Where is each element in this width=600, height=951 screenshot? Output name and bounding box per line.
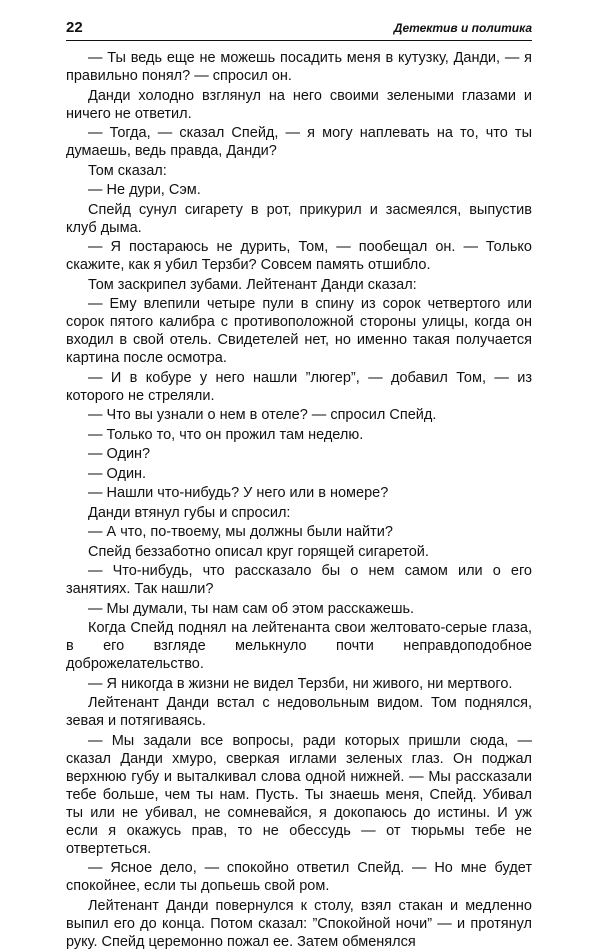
paragraph: — Не дури, Сэм.: [88, 182, 201, 198]
paragraph: — Нашли что-нибудь? У него или в номере?: [88, 485, 389, 501]
page-header: [66, 18, 532, 41]
paragraph: Том сказал:: [88, 162, 167, 179]
paragraph: — Один?: [88, 446, 151, 462]
running-title: Детектив и политика: [393, 21, 532, 35]
paragraph: Когда Спейд поднял на лейтенанта свои желтовато-серые глаза, в его взгляде мелькнуло почти неправдоподобное доброжелательство.: [66, 620, 532, 672]
body-text: [66, 49, 532, 951]
paragraph: — Что-нибудь, что рассказало бы о нем самом или о его занятиях. Так нашли?: [66, 563, 532, 597]
paragraph: Лейтенант Данди повернулся к столу, взял стакан и медленно выпил его до конца. Потом сказал: ”Спокойной ночи” — и протянул руку. Спейд церемонно пожал ее. Затем обменялся: [66, 897, 532, 950]
paragraph: — Ясное дело, — спокойно ответил Спейд. — Но мне будет спокойнее, если ты допьешь свой ром.: [66, 860, 532, 894]
paragraph: — И в кобуре у него нашли ”люгер”, — добавил Том, — из которого не стреляли.: [66, 369, 532, 404]
paragraph: — Ему влепили четыре пули в спину из сорок четвертого или сорок пятого калибра с противоположной стороны улицы, когда он входил в свой отель. Свидетелей нет, но именно такая получается картина после осмотра.: [66, 296, 532, 366]
paragraph: Данди холодно взглянул на него своими зелеными глазами и ничего не ответил.: [66, 87, 532, 122]
paragraph: Лейтенант Данди встал с недовольным видом. Том поднялся, зевая и потягиваясь.: [66, 695, 532, 729]
paragraph: — Мы думали, ты нам сам об этом расскажешь.: [88, 600, 415, 617]
paragraph: — Я постараюсь не дурить, Том, — пообещал он. — Только скажите, как я убил Терзби? Совсем память отшибло.: [66, 239, 532, 273]
book-page: [66, 18, 532, 950]
paragraph: — Только то, что он прожил там неделю.: [88, 426, 364, 443]
paragraph: — Что вы узнали о нем в отеле? — спросил Спейд.: [88, 407, 437, 423]
paragraph: — Один.: [88, 465, 147, 482]
paragraph: — Мы задали все вопросы, ради которых пришли сюда, — сказал Данди хмуро, сверкая иглами зеленых глаз. Он поджал верхнюю губу и выталкивал слова одной нижней. — Мы рассказали тебе больше, чем ты нам. Пусть. Ты знаешь меня, Спейд. Убивал ты или не убивал, не сомневайся, я докопаюсь до истины. И уж если я окажусь прав, то не обессудь — от тюрьмы тебе не отвертеться.: [66, 732, 532, 857]
paragraph: — Ты ведь еще не можешь посадить меня в кутузку, Данди, — я правильно понял? — спросил он.: [66, 50, 532, 84]
paragraph: — А что, по-твоему, мы должны были найти?: [88, 524, 393, 540]
paragraph: Данди втянул губы и спросил:: [88, 504, 291, 521]
paragraph: Спейд сунул сигарету в рот, прикурил и засмеялся, выпустив клуб дыма.: [66, 201, 532, 236]
paragraph: Спейд беззаботно описал круг горящей сигаретой.: [88, 543, 429, 560]
paragraph: — Тогда, — сказал Спейд, — я могу наплевать на то, что ты думаешь, ведь правда, Данди?: [66, 125, 532, 159]
paragraph: — Я никогда в жизни не видел Терзби, ни живого, ни мертвого.: [88, 675, 513, 692]
paragraph: Том заскрипел зубами. Лейтенант Данди сказал:: [88, 276, 417, 293]
page-number: 22: [66, 19, 83, 36]
